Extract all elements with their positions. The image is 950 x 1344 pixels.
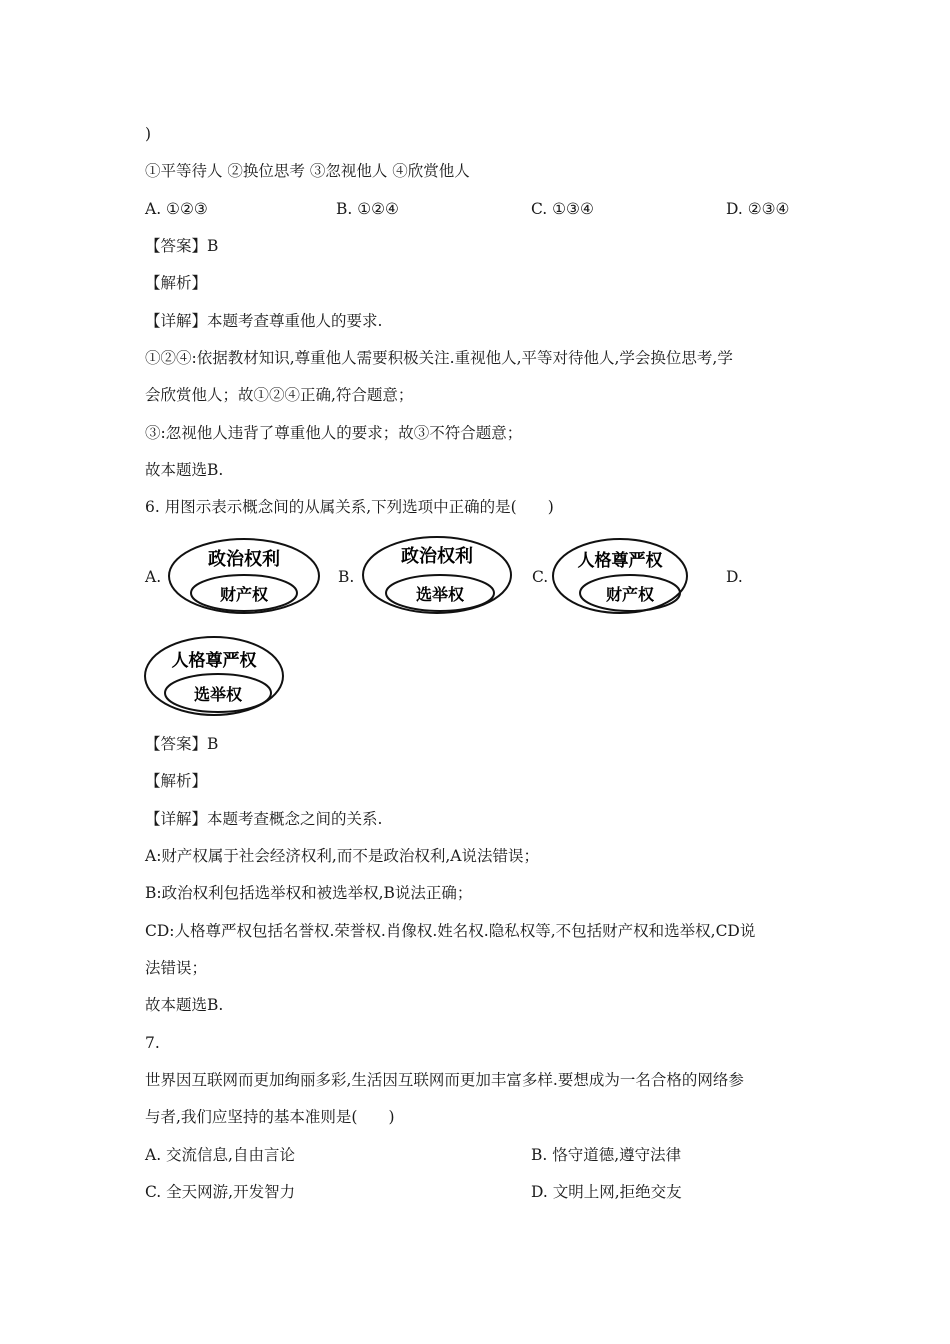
q5-items: ①平等待人 ②换位思考 ③忽视他人 ④欣赏他人 xyxy=(145,162,470,180)
q7-stem-1: 世界因互联网而更加绚丽多彩,生活因互联网而更加丰富多样.要想成为一名合格的网络参 xyxy=(145,1071,744,1089)
q7-option-b[interactable]: B. 恪守道德,遵守法律 xyxy=(531,1146,682,1164)
q5-option-b[interactable]: B. ①②④ xyxy=(336,200,399,218)
q6-diagram-a xyxy=(166,536,322,620)
q6-a-inner-label: 财产权 xyxy=(219,585,269,604)
q6-explanation-2: B:政治权利包括选举权和被选举权,B说法正确； xyxy=(145,884,473,902)
q6-label-c[interactable]: C. xyxy=(532,568,549,586)
q6-explanation-5: 故本题选B. xyxy=(145,996,224,1014)
q6-explanation-1: A:财产权属于社会经济权利,而不是政治权利,A说法错误； xyxy=(145,847,539,865)
q7-option-a[interactable]: A. 交流信息,自由言论 xyxy=(145,1146,295,1164)
q6-c-outer-label: 人格尊严权 xyxy=(577,551,663,571)
q6-diagram-c xyxy=(550,536,690,620)
q6-stem: 6. 用图示表示概念间的从属关系,下列选项中正确的是( ) xyxy=(145,498,554,516)
q6-answer: 【答案】B xyxy=(145,735,219,753)
q7-option-d[interactable]: D. 文明上网,拒绝交友 xyxy=(531,1183,682,1201)
q5-option-d[interactable]: D. ②③④ xyxy=(726,200,790,218)
q6-a-outer-label: 政治权利 xyxy=(208,549,280,570)
q5-explanation-2: 会欣赏他人；故①②④正确,符合题意； xyxy=(145,386,414,404)
q6-label-a[interactable]: A. xyxy=(145,568,162,586)
q7-number: 7. xyxy=(145,1034,160,1052)
q7-option-c[interactable]: C. 全天网游,开发智力 xyxy=(145,1183,296,1201)
q6-d-inner-label: 选举权 xyxy=(193,685,243,704)
q5-stem-tail: ) xyxy=(145,125,152,143)
q5-detail: 【详解】本题考查尊重他人的要求. xyxy=(145,312,383,330)
q5-explanation-4: 故本题选B. xyxy=(145,461,224,479)
q6-c-inner-label: 财产权 xyxy=(605,585,655,604)
q6-diagram-d xyxy=(142,634,286,722)
q6-analysis-heading: 【解析】 xyxy=(145,772,208,790)
q6-explanation-3: CD:人格尊严权包括名誉权.荣誉权.肖像权.姓名权.隐私权等,不包括财产权和选举权,CD说 xyxy=(145,922,756,940)
q6-b-inner-label: 选举权 xyxy=(415,585,465,604)
q6-label-d[interactable]: D. xyxy=(726,568,743,586)
q5-explanation-1: ①②④:依据教材知识,尊重他人需要积极关注.重视他人,平等对待他人,学会换位思考,学 xyxy=(145,349,733,367)
q6-explanation-4: 法错误； xyxy=(145,959,208,977)
q5-answer: 【答案】B xyxy=(145,237,219,255)
q6-detail: 【详解】本题考查概念之间的关系. xyxy=(145,810,383,828)
q5-explanation-3: ③:忽视他人违背了尊重他人的要求；故③不符合题意； xyxy=(145,424,523,442)
q6-d-outer-label: 人格尊严权 xyxy=(171,651,257,671)
q5-option-c[interactable]: C. ①③④ xyxy=(531,200,594,218)
q5-option-a[interactable]: A. ①②③ xyxy=(145,200,208,218)
q5-analysis-heading: 【解析】 xyxy=(145,274,208,292)
q6-label-b[interactable]: B. xyxy=(338,568,355,586)
q6-diagram-b xyxy=(360,534,514,620)
q6-b-outer-label: 政治权利 xyxy=(401,546,473,567)
q7-stem-2: 与者,我们应坚持的基本准则是( ) xyxy=(145,1108,395,1126)
